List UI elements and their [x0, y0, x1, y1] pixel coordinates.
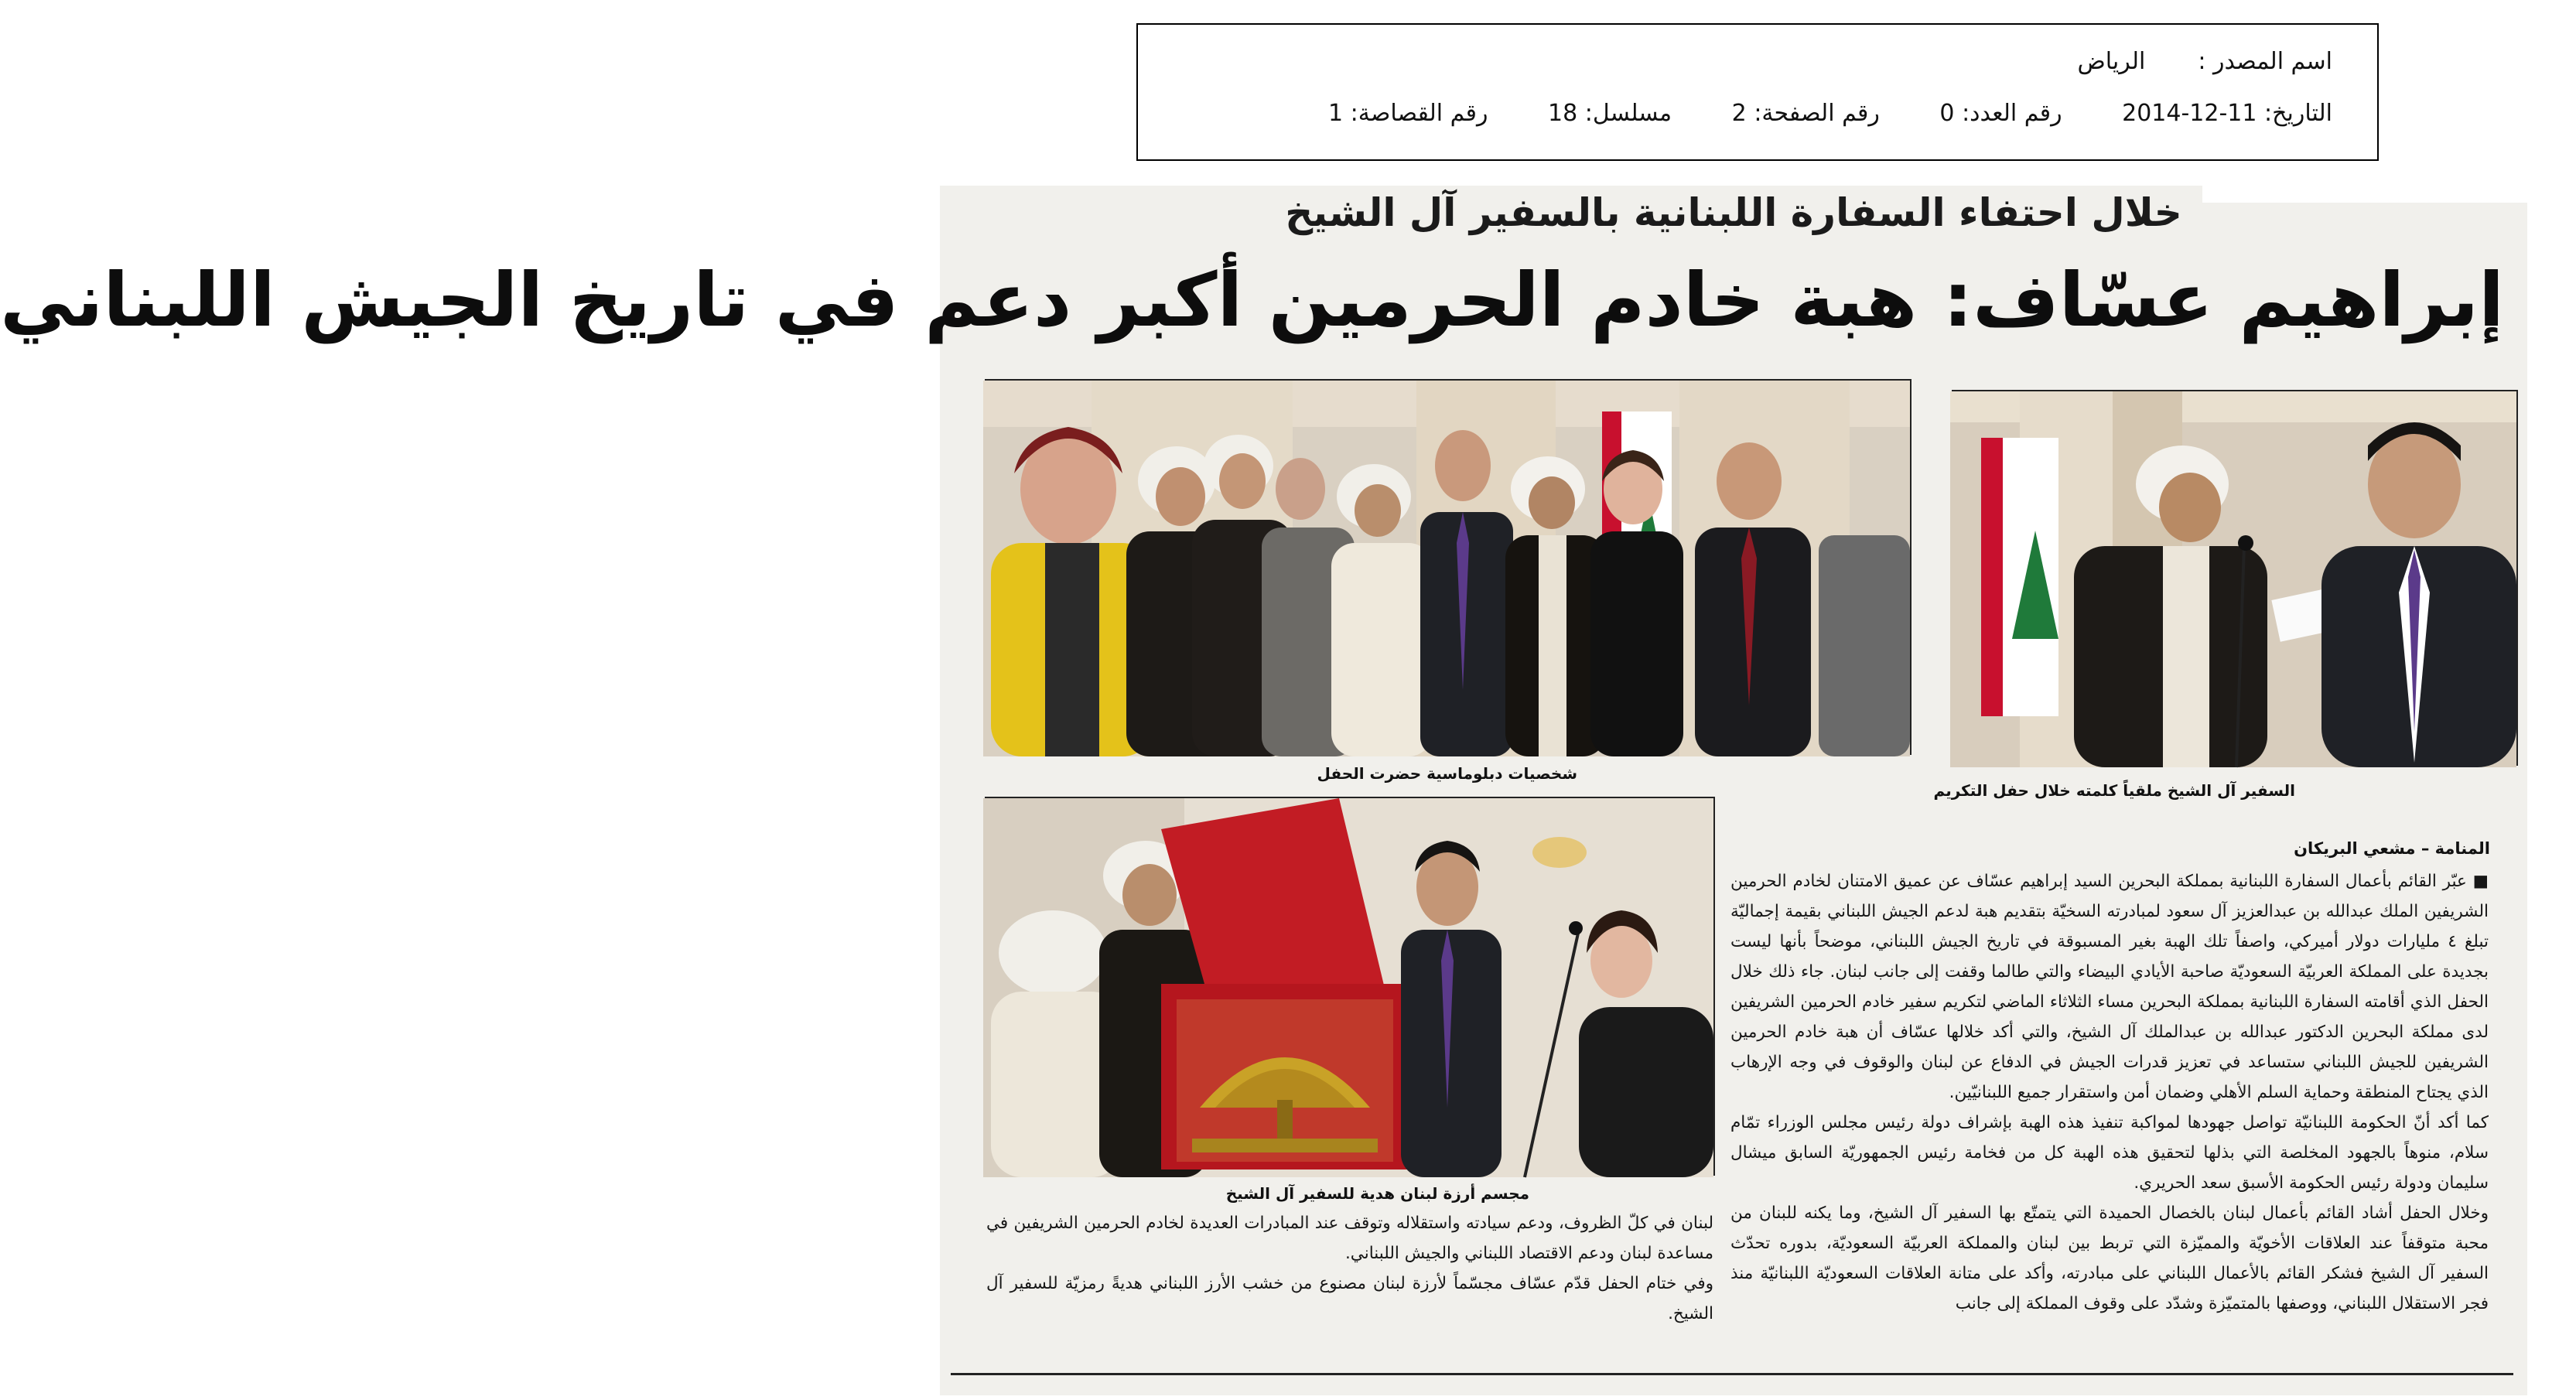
caption-ambassador-speech: السفير آل الشيخ ملقياً كلمته خلال حفل التكريم: [1933, 781, 2295, 800]
photo-cedar-gift-image: [983, 798, 1713, 1177]
body-paragraph: ■ عبّر القائم بأعمال السفارة اللبنانية بمملكة البحرين السيد إبراهيم عسّاف عن عميق الامتنان لخادم الحرمين الشريفين الملك عبدالله بن عبدالعزيز آل سعود لمبادرته السخيّة بتقديم هبة لدعم الجيش اللبناني بقيمة إجماليّة تبلغ ٤ مليارات دولار أميركي، واصفاً تلك الهبة بغير المسبوقة في تاريخ الجيش اللبناني، موضحاً بأنها ليست بجديدة على المملكة العربيّة السعوديّة صاحبة الأيادي البيضاء والتي طالما وقفت إلى جانب لبنان. جاء ذلك خلال الحفل الذي أقامته السفارة اللبنانية بمملكة البحرين مساء الثلاثاء الماضي لتكريم سفير خادم الحرمين الشريفين لدى مملكة البحرين الدكتور عبدالله بن عبدالملك آل الشيخ، والتي أكد خلالها عسّاف أن هبة خادم الحرمين الشريفين للجيش اللبناني ستساعد في تعزيز قدرات الجيش في الدفاع عن لبنان والوقوف في وجه الإرهاب الذي يجتاح المنطقة وحماية السلم الأهلي وضمان أمن واستقرار جميع اللبنانيّين.: [1730, 872, 2489, 1102]
bottom-rule: [951, 1373, 2513, 1375]
clip-label: رقم القصاصة:: [1350, 100, 1488, 127]
article-body-left: [986, 1208, 1713, 1329]
source-label: اسم المصدر :: [2198, 48, 2332, 75]
source-value: الرياض: [2077, 48, 2146, 75]
source-row: [2078, 48, 2332, 75]
photo-diplomats-group-image: [983, 381, 1910, 756]
caption-diplomats-group: شخصيات دبلوماسية حضرت الحفل: [1317, 764, 1577, 783]
article-body-right: [1730, 866, 2489, 1319]
article-kicker: خلال احتفاء السفارة اللبنانية بالسفير آل الشيخ: [1285, 190, 2182, 235]
caption-cedar-gift: مجسم أرزة لبنان هدية للسفير آل الشيخ: [1225, 1184, 1529, 1203]
date-value: 2014-12-11: [2122, 100, 2257, 127]
clip-edge-gap: [2202, 186, 2527, 203]
clip-value: 1: [1328, 100, 1344, 127]
details-row: [1328, 100, 2332, 127]
body-paragraph: وخلال الحفل أشاد القائم بأعمال لبنان بالخصال الحميدة التي يتمتّع بها السفير آل الشيخ، وما يكنه للبنان من محبة متوقفاً عند العلاقات الأخويّة والمميّزة التي تربط بين لبنان والمملكة العربيّة السعوديّة، بدوره تحدّث السفير آل الشيخ فشكر القائم بالأعمال اللبناني على مبادرته، وأكد على متانة العلاقات السعوديّة اللبنانيّة منذ فجر الاستقلال اللبناني، ووصفها بالمتميّزة وشدّد على وقوف المملكة إلى جانب: [1730, 1204, 2489, 1313]
newspaper-clipping: [0, 186, 2527, 1395]
serial-value: 18: [1548, 100, 1578, 127]
article-byline: المنامة – مشعي البريكان: [2294, 839, 2490, 858]
photo-cedar-gift: [985, 797, 1715, 1176]
page-value: 2: [1731, 100, 1747, 127]
photo-diplomats-group: [985, 379, 1912, 755]
issue-label: رقم العدد:: [1962, 100, 2062, 127]
body-paragraph: لبنان في كلّ الظروف، ودعم سيادته واستقلاله وتوقف عند المبادرات العديدة لخادم الحرمين الشريفين في مساعدة لبنان ودعم الاقتصاد اللبناني والجيش اللبناني.: [986, 1214, 1713, 1263]
page-label: رقم الصفحة:: [1754, 100, 1880, 127]
issue-value: 0: [1939, 100, 1955, 127]
article-headline: إبراهيم عسّاف: هبة خادم الحرمين أكبر دعم في تاريخ الجيش اللبناني: [0, 257, 2504, 343]
body-paragraph: كما أكد أنّ الحكومة اللبنانيّة تواصل جهودها لمواكبة تنفيذ هذه الهبة بإشراف دولة رئيس مجلس الوزراء تمّام سلام، منوهاً بالجهود المخلصة التي بذلها لتحقيق هذه الهبة كل من فخامة رئيس الجمهوريّة السابق ميشال سليمان ودولة رئيس الحكومة الأسبق سعد الحريري.: [1730, 1113, 2489, 1193]
metadata-box: [1136, 23, 2379, 161]
photo-ambassador-speech-image: [1950, 391, 2516, 767]
date-label: التاريخ:: [2264, 100, 2332, 127]
serial-label: مسلسل:: [1584, 100, 1672, 127]
body-paragraph: وفي ختام الحفل قدّم عسّاف مجسّماً لأرزة لبنان مصنوع من خشب الأرز اللبناني هديةً رمزيّة للسفير آل الشيخ.: [986, 1274, 1713, 1323]
photo-ambassador-speech: [1952, 390, 2518, 766]
